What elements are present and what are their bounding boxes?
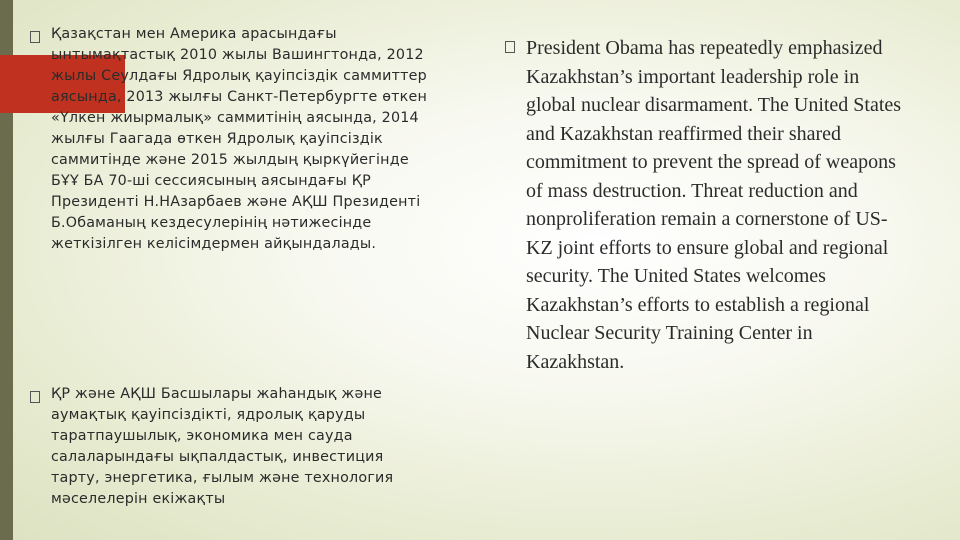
right-column bbox=[505, 0, 905, 540]
bullet-text: ҚР және АҚШ Басшылары жаһандық және аумақтық қауіпсіздікті, ядролық қаруды таратпаушылық, экономика мен сауда салаларындағы ықпалдастық, инвестиция тарту, энергетика, ғылым және технология мәселелерін екіжақты bbox=[51, 386, 394, 507]
bullet-text: Қазақстан мен Америка арасындағы ынтымақтастық 2010 жылы Вашингтонда, 2012 жылы Сеулдағы Ядролық қауіпсіздік саммиттер аясында, 2013 жылғы Санкт-Петербургте өткен «Үлкен жиырмалық» саммитінің аясында, 2014 жылғы Гаагада өткен Ядролық қауіпсіздік саммитінде және 2015 жылдың қыркүйегінде БҰҰ БА 70-ші сессиясының аясындағы ҚР Президенті Н.НАзарбаев және АҚШ Президенті Б.Обаманың кездесулерінің нәтижесінде жеткізілген келісімдермен айқындалады. bbox=[51, 26, 428, 252]
square-bullet-icon bbox=[505, 41, 515, 53]
left-column bbox=[30, 0, 435, 540]
bullet-item-obama bbox=[505, 34, 905, 376]
square-bullet-icon bbox=[30, 31, 40, 43]
bullet-item-cooperation bbox=[30, 24, 435, 255]
bullet-text: President Obama has repeatedly emphasized Kazakhstan’s important leadership role in global nuclear disarmament. The United States and Kazakhstan reaffirmed their shared commitment to prevent the spread of weapons of mass destruction. Threat reduction and nonproliferation remain a cornerstone of US-KZ joint efforts to ensure global and regional security. The United States welcomes Kazakhstan’s efforts to establish a regional Nuclear Security Training Center in Kazakhstan. bbox=[526, 37, 902, 373]
bullet-item-leaders bbox=[30, 384, 435, 510]
square-bullet-icon bbox=[30, 391, 40, 403]
